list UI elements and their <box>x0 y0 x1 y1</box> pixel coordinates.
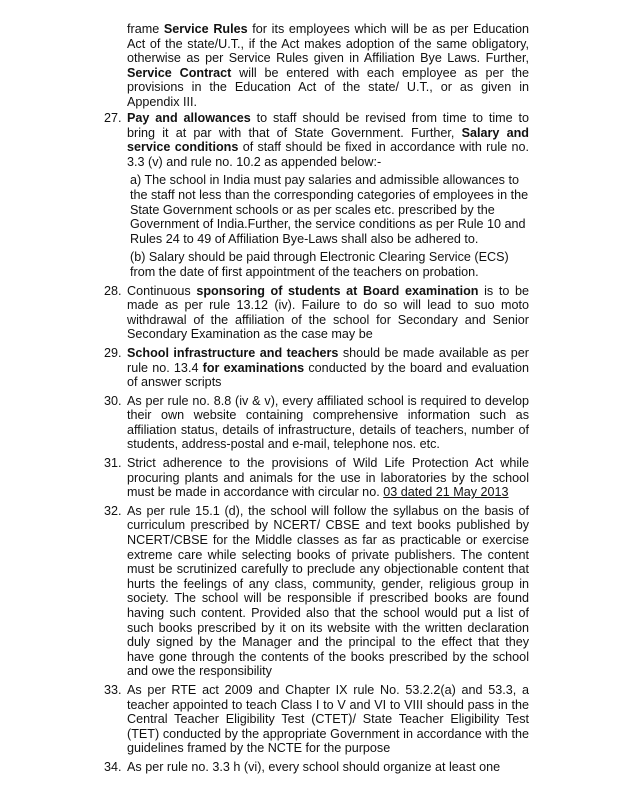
continuation-paragraph <box>127 22 529 110</box>
list-item <box>104 346 529 390</box>
item-number: 31. <box>104 456 122 471</box>
numbered-list <box>104 111 529 779</box>
sub-clause: (b) Salary should be paid through Electronic Clearing Service (ECS) from the date of first appointment of the teachers on probation. <box>130 250 509 279</box>
item-text: As per RTE act 2009 and Chapter IX rule No. 53.2.2(a) and 53.3, a teacher appointed to teach Class I to V and VI to VIII should pass in the Central Teacher Eligibility Test (CTET)/ State Teacher Eligibility Test (TET) conducted by the appropriate Government in accordance with the guidelines framed by the NCTE for the purpose <box>127 682 529 756</box>
item-number: 32. <box>104 503 122 518</box>
list-item <box>104 284 529 342</box>
item-text: As per rule 15.1 (d), the school will follow the syllabus on the basis of curriculum prescribed by NCERT/ CBSE and text books published by NCERT/CBSE for the Middle classes as far as practicable or exercise extreme care while selecting books of private publishers. The content must be scrutinized carefully to preclude any objectionable content that hurts the feelings of any class, community, gender, religious group in society. The school will be responsible if prescribed books are found having such content. Provided also that the school would put a list of such books prescribed by it on its website with the written declaration duly signed by the Manager and the principal to the effect that they have gone through the contents of the books prescribed by the school and owe the responsibility <box>127 503 529 679</box>
item-bold-text: Pay and allowances <box>127 111 251 125</box>
continuation-text: frame <box>127 22 164 36</box>
item-text: Strict adherence to the provisions of Wild Life Protection Act while procuring plants and animals for the use in laboratories by the school must be made in accordance with circular no. <box>127 456 529 500</box>
item-body <box>127 394 529 452</box>
item-number: 27. <box>104 111 122 125</box>
list-item <box>104 504 529 679</box>
sub-clause: a) The school in India must pay salaries and admissible allowances to the staff not less than the corresponding categories of employees in the State Government schools or as per scales etc. prescribed by the Government of India.Further, the service conditions as per Rule 10 and Rules 24 to 49 of Affiliation Bye-Laws shall also be adhered to. <box>130 173 529 246</box>
item-body <box>127 456 529 500</box>
item-number: 30. <box>104 393 122 408</box>
list-item <box>104 760 529 775</box>
item-body <box>127 504 529 679</box>
item-number: 33. <box>104 682 122 697</box>
item-text: to staff should be revised from time to time to bring it at par with that of State Government. Further, <box>127 111 530 140</box>
continuation-text: will be entered with each employee as per the provisions in the Education Act of the state/ U.T., or as given in Appendix III. <box>127 65 529 109</box>
item-text: As per rule no. 3.3 h (vi), every school should organize at least one <box>127 759 501 774</box>
item-text: As per rule no. 8.8 (iv & v), every affiliated school is required to develop their own website containing comprehensive information such as affiliation status, details of infrastructure, details of teachers, number of students, address-postal and e-mail, telephone nos. etc. <box>127 393 529 452</box>
item-number: 34. <box>104 759 122 774</box>
item-bold-text: School infrastructure and teachers <box>127 345 339 360</box>
list-item <box>104 456 529 500</box>
list-item <box>104 394 529 452</box>
continuation-bold-text: Service Rules <box>163 22 248 36</box>
item-bold-text: sponsoring of students at Board examination <box>196 283 479 298</box>
item-underlined-reference: 03 dated 21 May 2013 <box>383 485 509 500</box>
item-number: 29. <box>104 345 122 360</box>
continuation-text: for its employees which will be as per Education Act of the state/U.T., if the Act makes adoption of the same obligatory, otherwise as per Service Rules given in Affiliation Bye Laws. Further, <box>127 22 529 66</box>
item-text: should be made available as per rule no. 13.4 <box>127 345 529 375</box>
item-bold-text: Salary and service conditions <box>127 125 530 155</box>
list-item <box>104 111 529 280</box>
item-text: of staff should be fixed in accordance with rule no. 3.3 (v) and rule no. 10.2 as appended below:- <box>127 140 529 169</box>
item-body <box>127 284 529 342</box>
item-text: is to be made as per rule 13.12 (iv). Failure to do so will lead to suo moto withdrawal of the affiliation of the school for Secondary and Senior Secondary Examination as the case may be <box>127 283 529 342</box>
item-text: Continuous <box>127 283 197 298</box>
item-bold-text: for examinations <box>202 360 305 375</box>
list-item <box>104 683 529 756</box>
continuation-bold-text: Service Contract <box>127 65 232 80</box>
item-body <box>127 346 529 390</box>
item-body <box>127 683 529 756</box>
item-text: conducted by the board and evaluation of answer scripts <box>127 360 530 390</box>
item-number: 28. <box>104 283 122 298</box>
item-body <box>127 760 529 775</box>
item-body <box>127 111 529 169</box>
